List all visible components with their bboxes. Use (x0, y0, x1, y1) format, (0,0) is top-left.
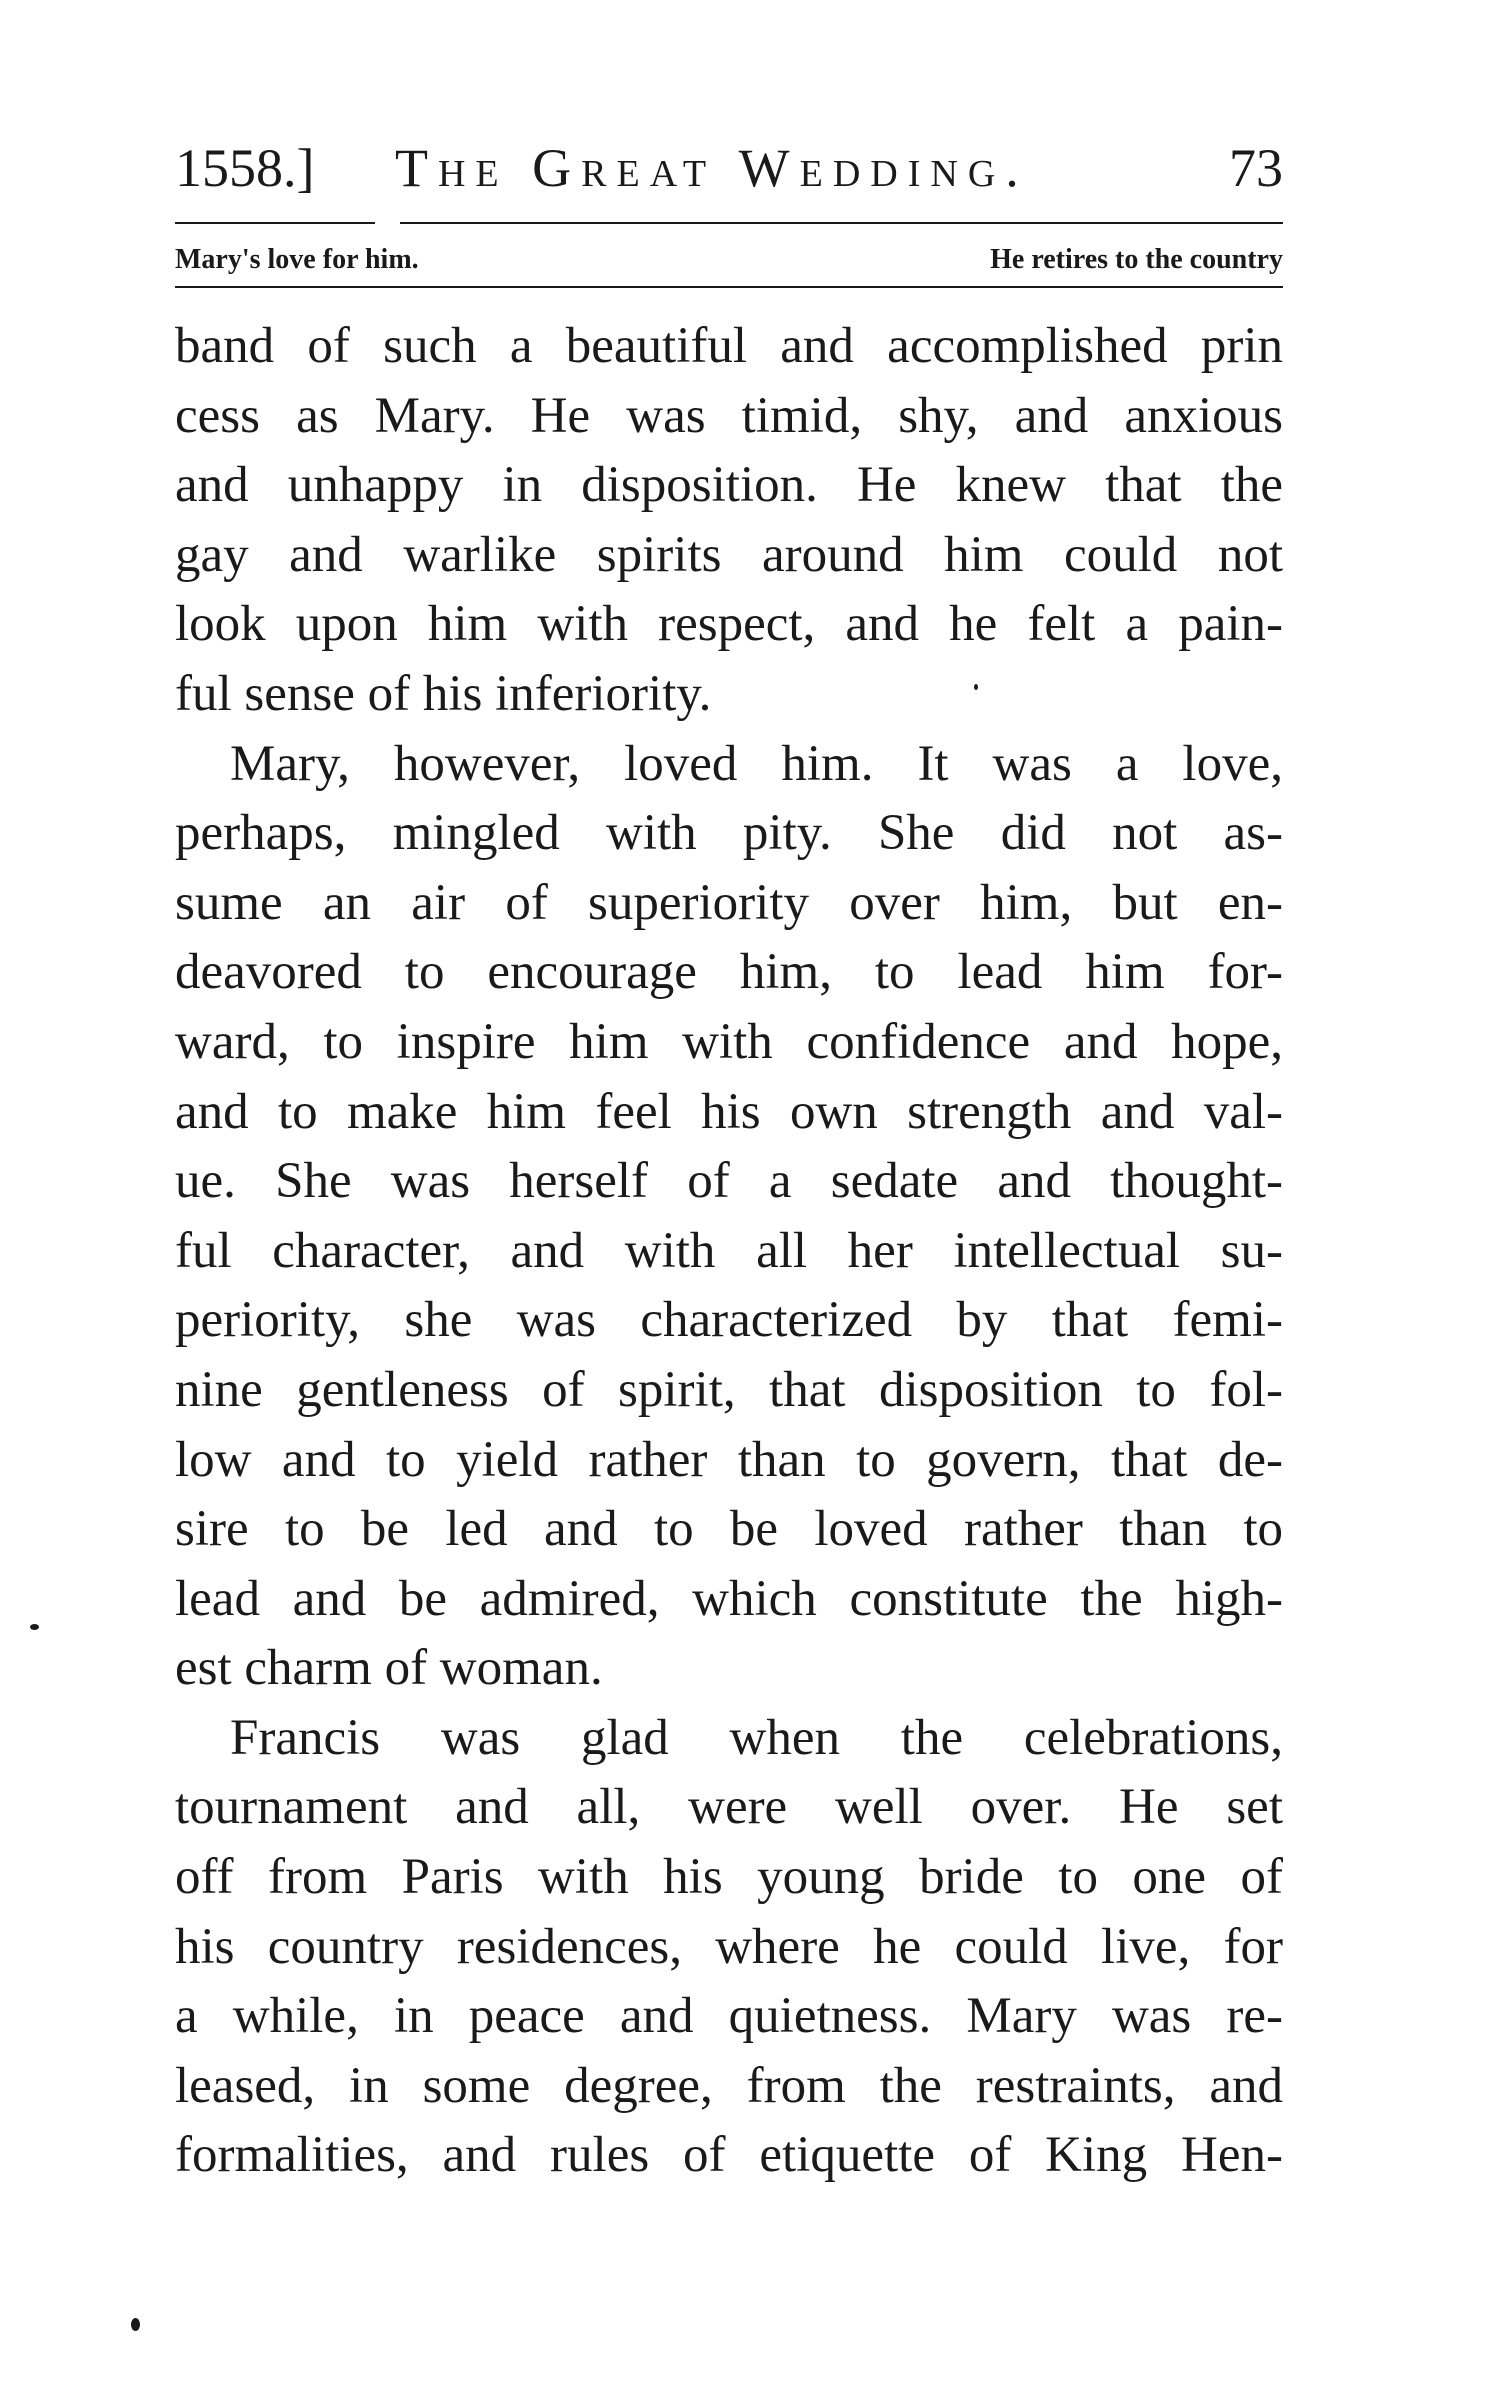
text-line: leased, in some degree, from the restraints, and (175, 2057, 1283, 2114)
header-title: The Great Wedding. (395, 138, 1029, 198)
text-line: ue. She was herself of a sedate and thought- (175, 1153, 1283, 1210)
text-line: band of such a beautiful and accomplished prin (175, 318, 1283, 374)
text-line: sume an air of superiority over him, but en- (175, 874, 1283, 931)
text-line: perhaps, mingled with pity. She did not as- (175, 805, 1283, 862)
text-line: lead and be admired, which constitute the high- (175, 1570, 1283, 1627)
text-line: ward, to inspire him with confidence and hope, (175, 1013, 1283, 1070)
text-line: Francis was glad when the celebrations, (230, 1709, 1283, 1766)
text-line: est charm of woman. (175, 1640, 603, 1697)
text-line: periority, she was characterized by that femi- (175, 1292, 1283, 1349)
text-line: Mary, however, loved him. It was a love, (230, 735, 1283, 792)
text-line: nine gentleness of spirit, that disposition to fol- (175, 1361, 1283, 1418)
text-line: low and to yield rather than to govern, that de- (175, 1431, 1283, 1488)
text-line: his country residences, where he could live, for (175, 1918, 1283, 1975)
marginal-note-left: Mary's love for him. (175, 244, 419, 275)
ink-speck (974, 684, 978, 690)
text-line: cess as Mary. He was timid, shy, and anxious (175, 387, 1283, 444)
header-rule-left (175, 222, 375, 224)
marginal-rule (175, 286, 1283, 288)
text-line: a while, in peace and quietness. Mary was re- (175, 1988, 1283, 2045)
text-line: and to make him feel his own strength and val- (175, 1083, 1283, 1140)
header-rule-right (400, 222, 1283, 224)
text-line: and unhappy in disposition. He knew that the (175, 457, 1283, 514)
text-line: formalities, and rules of etiquette of King Hen- (175, 2127, 1283, 2184)
text-line: sire to be led and to be loved rather than to (175, 1501, 1283, 1558)
text-line: tournament and all, were well over. He set (175, 1779, 1283, 1836)
running-head (175, 133, 1283, 203)
page-number: 73 (1229, 138, 1283, 198)
text-line: ful sense of his inferiority. (175, 665, 712, 722)
ink-speck (30, 1624, 39, 1630)
body-text (175, 312, 1283, 2191)
marginal-note-right: He retires to the country (990, 244, 1283, 275)
header-year: 1558.] (175, 138, 315, 198)
text-line: ful character, and with all her intellectual su- (175, 1222, 1283, 1279)
text-line: deavored to encourage him, to lead him for- (175, 944, 1283, 1001)
text-line: look upon him with respect, and he felt a pain- (175, 596, 1283, 653)
ink-speck (131, 2318, 140, 2331)
text-line: gay and warlike spirits around him could not (175, 526, 1283, 583)
text-line: off from Paris with his young bride to one of (175, 1849, 1283, 1906)
